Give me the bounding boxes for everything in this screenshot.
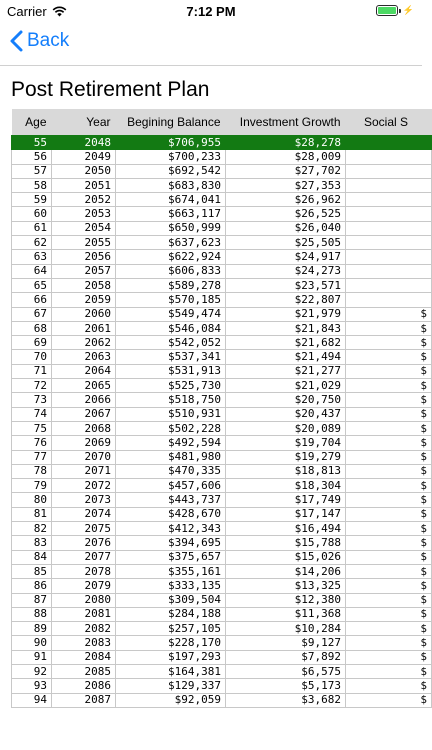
- cell-balance: $663,117: [116, 207, 226, 221]
- cell-growth: $5,173: [226, 679, 346, 693]
- cell-age: 88: [12, 607, 52, 621]
- table-row[interactable]: [12, 336, 432, 350]
- table-header-row: [12, 109, 432, 136]
- cell-balance: $197,293: [116, 650, 226, 664]
- cell-growth: $27,702: [226, 164, 346, 178]
- cell-growth: $10,284: [226, 622, 346, 636]
- cell-social: $: [346, 593, 432, 607]
- cell-growth: $14,206: [226, 564, 346, 578]
- table-row[interactable]: [12, 464, 432, 478]
- table-row[interactable]: [12, 593, 432, 607]
- cell-social: [346, 250, 432, 264]
- table-row[interactable]: [12, 421, 432, 435]
- cell-year: 2048: [52, 136, 116, 150]
- cell-age: 55: [12, 136, 52, 150]
- table-row[interactable]: [12, 307, 432, 321]
- cell-year: 2084: [52, 650, 116, 664]
- table-row[interactable]: [12, 536, 432, 550]
- cell-balance: $333,135: [116, 579, 226, 593]
- cell-year: 2083: [52, 636, 116, 650]
- cell-balance: $542,052: [116, 336, 226, 350]
- cell-year: 2049: [52, 150, 116, 164]
- cell-social: [346, 236, 432, 250]
- cell-age: 83: [12, 536, 52, 550]
- table-row[interactable]: [12, 679, 432, 693]
- cell-growth: $15,026: [226, 550, 346, 564]
- table-row[interactable]: [12, 522, 432, 536]
- cell-social: $: [346, 436, 432, 450]
- table-row[interactable]: [12, 579, 432, 593]
- cell-year: 2052: [52, 193, 116, 207]
- cell-balance: $92,059: [116, 693, 226, 707]
- cell-growth: $6,575: [226, 664, 346, 678]
- cell-growth: $28,009: [226, 150, 346, 164]
- cell-year: 2062: [52, 336, 116, 350]
- table-row[interactable]: [12, 193, 432, 207]
- cell-age: 58: [12, 178, 52, 192]
- table-row[interactable]: [12, 293, 432, 307]
- cell-social: $: [346, 364, 432, 378]
- cell-age: 76: [12, 436, 52, 450]
- cell-year: 2065: [52, 379, 116, 393]
- cell-year: 2074: [52, 507, 116, 521]
- plan-table-container[interactable]: [11, 109, 427, 750]
- cell-balance: $412,343: [116, 522, 226, 536]
- table-row[interactable]: [12, 221, 432, 235]
- cell-social: [346, 178, 432, 192]
- cell-growth: $20,437: [226, 407, 346, 421]
- cell-balance: $531,913: [116, 364, 226, 378]
- cell-year: 2080: [52, 593, 116, 607]
- cell-year: 2059: [52, 293, 116, 307]
- cell-social: [346, 207, 432, 221]
- cell-age: 67: [12, 307, 52, 321]
- cell-growth: $20,750: [226, 393, 346, 407]
- cell-growth: $25,505: [226, 236, 346, 250]
- cell-balance: $546,084: [116, 321, 226, 335]
- cell-age: 60: [12, 207, 52, 221]
- table-row[interactable]: [12, 136, 432, 150]
- cell-social: [346, 264, 432, 278]
- cell-growth: $20,089: [226, 421, 346, 435]
- cell-year: 2064: [52, 364, 116, 378]
- cell-balance: $518,750: [116, 393, 226, 407]
- cell-growth: $15,788: [226, 536, 346, 550]
- cell-growth: $26,525: [226, 207, 346, 221]
- cell-age: 93: [12, 679, 52, 693]
- cell-year: 2072: [52, 479, 116, 493]
- cell-year: 2070: [52, 450, 116, 464]
- cell-balance: $355,161: [116, 564, 226, 578]
- col-header-beginning-balance[interactable]: Begining Balance: [116, 109, 226, 136]
- cell-age: 84: [12, 550, 52, 564]
- cell-social: $: [346, 693, 432, 707]
- cell-balance: $492,594: [116, 436, 226, 450]
- cell-balance: $650,999: [116, 221, 226, 235]
- cell-year: 2050: [52, 164, 116, 178]
- cell-social: [346, 278, 432, 292]
- cell-age: 63: [12, 250, 52, 264]
- cell-social: $: [346, 421, 432, 435]
- cell-balance: $228,170: [116, 636, 226, 650]
- cell-age: 87: [12, 593, 52, 607]
- cell-age: 81: [12, 507, 52, 521]
- cell-balance: $257,105: [116, 622, 226, 636]
- cell-year: 2081: [52, 607, 116, 621]
- cell-age: 62: [12, 236, 52, 250]
- cell-year: 2054: [52, 221, 116, 235]
- cell-growth: $21,277: [226, 364, 346, 378]
- cell-age: 61: [12, 221, 52, 235]
- cell-age: 73: [12, 393, 52, 407]
- cell-age: 71: [12, 364, 52, 378]
- cell-age: 69: [12, 336, 52, 350]
- table-row[interactable]: [12, 650, 432, 664]
- status-time: 7:12 PM: [186, 4, 236, 19]
- cell-social: $: [346, 493, 432, 507]
- cell-growth: $26,962: [226, 193, 346, 207]
- cell-balance: $284,188: [116, 607, 226, 621]
- cell-social: $: [346, 679, 432, 693]
- cell-growth: $18,813: [226, 464, 346, 478]
- cell-social: $: [346, 321, 432, 335]
- cell-balance: $706,955: [116, 136, 226, 150]
- cell-age: 74: [12, 407, 52, 421]
- col-header-social-security[interactable]: Social S: [346, 109, 432, 136]
- cell-social: $: [346, 636, 432, 650]
- table-row[interactable]: [12, 407, 432, 421]
- cell-social: $: [346, 664, 432, 678]
- col-header-age[interactable]: Age: [12, 109, 52, 136]
- cell-age: 91: [12, 650, 52, 664]
- cell-balance: $428,670: [116, 507, 226, 521]
- table-row[interactable]: [12, 207, 432, 221]
- table-row[interactable]: [12, 693, 432, 707]
- cell-age: 77: [12, 450, 52, 464]
- cell-age: 75: [12, 421, 52, 435]
- carrier-label: Carrier: [7, 4, 47, 19]
- cell-year: 2051: [52, 178, 116, 192]
- cell-age: 79: [12, 479, 52, 493]
- cell-balance: $457,606: [116, 479, 226, 493]
- cell-balance: $692,542: [116, 164, 226, 178]
- cell-age: 94: [12, 693, 52, 707]
- cell-growth: $21,979: [226, 307, 346, 321]
- cell-balance: $606,833: [116, 264, 226, 278]
- cell-age: 90: [12, 636, 52, 650]
- cell-social: $: [346, 479, 432, 493]
- cell-social: $: [346, 393, 432, 407]
- cell-growth: $19,704: [226, 436, 346, 450]
- cell-balance: $637,623: [116, 236, 226, 250]
- table-row[interactable]: [12, 607, 432, 621]
- table-row[interactable]: [12, 664, 432, 678]
- table-row[interactable]: [12, 436, 432, 450]
- cell-social: [346, 293, 432, 307]
- cell-year: 2079: [52, 579, 116, 593]
- cell-balance: $309,504: [116, 593, 226, 607]
- cell-balance: $683,830: [116, 178, 226, 192]
- cell-year: 2076: [52, 536, 116, 550]
- cell-balance: $549,474: [116, 307, 226, 321]
- cell-growth: $17,147: [226, 507, 346, 521]
- cell-year: 2057: [52, 264, 116, 278]
- table-row[interactable]: [12, 450, 432, 464]
- cell-social: $: [346, 379, 432, 393]
- cell-balance: $510,931: [116, 407, 226, 421]
- cell-social: [346, 136, 432, 150]
- cell-growth: $26,040: [226, 221, 346, 235]
- table-row[interactable]: [12, 150, 432, 164]
- cell-year: 2053: [52, 207, 116, 221]
- cell-year: 2075: [52, 522, 116, 536]
- status-bar: [0, 0, 422, 22]
- cell-social: $: [346, 550, 432, 564]
- cell-balance: $470,335: [116, 464, 226, 478]
- cell-social: $: [346, 507, 432, 521]
- cell-social: $: [346, 307, 432, 321]
- table-row[interactable]: [12, 321, 432, 335]
- table-row[interactable]: [12, 636, 432, 650]
- cell-year: 2082: [52, 622, 116, 636]
- cell-balance: $537,341: [116, 350, 226, 364]
- table-row[interactable]: [12, 178, 432, 192]
- cell-growth: $16,494: [226, 522, 346, 536]
- table-row[interactable]: [12, 264, 432, 278]
- navigation-bar: [0, 22, 422, 66]
- cell-year: 2077: [52, 550, 116, 564]
- cell-year: 2055: [52, 236, 116, 250]
- cell-age: 86: [12, 579, 52, 593]
- cell-social: [346, 164, 432, 178]
- table-row[interactable]: [12, 278, 432, 292]
- plan-table: [11, 109, 432, 708]
- cell-balance: $394,695: [116, 536, 226, 550]
- cell-year: 2085: [52, 664, 116, 678]
- cell-year: 2058: [52, 278, 116, 292]
- cell-balance: $525,730: [116, 379, 226, 393]
- table-row[interactable]: [12, 164, 432, 178]
- cell-growth: $28,278: [226, 136, 346, 150]
- table-body: [12, 136, 432, 708]
- table-row[interactable]: [12, 507, 432, 521]
- table-row[interactable]: [12, 236, 432, 250]
- cell-social: $: [346, 536, 432, 550]
- cell-social: $: [346, 350, 432, 364]
- cell-age: 92: [12, 664, 52, 678]
- cell-balance: $481,980: [116, 450, 226, 464]
- cell-year: 2071: [52, 464, 116, 478]
- cell-social: $: [346, 464, 432, 478]
- cell-age: 66: [12, 293, 52, 307]
- col-header-investment-growth[interactable]: Investment Growth: [226, 109, 346, 136]
- cell-age: 56: [12, 150, 52, 164]
- cell-growth: $24,917: [226, 250, 346, 264]
- cell-growth: $21,494: [226, 350, 346, 364]
- cell-balance: $700,233: [116, 150, 226, 164]
- cell-social: $: [346, 622, 432, 636]
- cell-social: $: [346, 336, 432, 350]
- cell-social: $: [346, 407, 432, 421]
- cell-balance: $589,278: [116, 278, 226, 292]
- cell-growth: $27,353: [226, 178, 346, 192]
- cell-year: 2086: [52, 679, 116, 693]
- cell-balance: $502,228: [116, 421, 226, 435]
- cell-growth: $22,807: [226, 293, 346, 307]
- battery-indicator: [376, 5, 414, 16]
- cell-growth: $11,368: [226, 607, 346, 621]
- cell-year: 2073: [52, 493, 116, 507]
- page-title: Post Retirement Plan: [11, 78, 210, 101]
- cell-year: 2087: [52, 693, 116, 707]
- battery-icon: [376, 5, 398, 16]
- table-row[interactable]: [12, 622, 432, 636]
- cell-year: 2069: [52, 436, 116, 450]
- cell-social: $: [346, 522, 432, 536]
- cell-age: 68: [12, 321, 52, 335]
- cell-balance: $375,657: [116, 550, 226, 564]
- table-row[interactable]: [12, 564, 432, 578]
- cell-social: [346, 150, 432, 164]
- table-row[interactable]: [12, 493, 432, 507]
- cell-social: $: [346, 564, 432, 578]
- cell-growth: $19,279: [226, 450, 346, 464]
- cell-year: 2078: [52, 564, 116, 578]
- cell-balance: $443,737: [116, 493, 226, 507]
- cell-balance: $570,185: [116, 293, 226, 307]
- cell-year: 2066: [52, 393, 116, 407]
- cell-growth: $9,127: [226, 636, 346, 650]
- cell-year: 2060: [52, 307, 116, 321]
- cell-balance: $674,041: [116, 193, 226, 207]
- cell-balance: $622,924: [116, 250, 226, 264]
- cell-growth: $3,682: [226, 693, 346, 707]
- back-label: Back: [27, 30, 70, 51]
- col-header-year[interactable]: Year: [52, 109, 116, 136]
- chevron-left-icon: [10, 30, 23, 52]
- cell-growth: $7,892: [226, 650, 346, 664]
- cell-growth: $21,029: [226, 379, 346, 393]
- cell-year: 2056: [52, 250, 116, 264]
- cell-age: 64: [12, 264, 52, 278]
- cell-age: 70: [12, 350, 52, 364]
- table-row[interactable]: [12, 350, 432, 364]
- cell-year: 2068: [52, 421, 116, 435]
- cell-growth: $21,682: [226, 336, 346, 350]
- cell-growth: $18,304: [226, 479, 346, 493]
- table-row[interactable]: [12, 479, 432, 493]
- table-row[interactable]: [12, 379, 432, 393]
- cell-age: 72: [12, 379, 52, 393]
- cell-balance: $129,337: [116, 679, 226, 693]
- back-button[interactable]: [10, 30, 69, 52]
- cell-age: 82: [12, 522, 52, 536]
- cell-social: $: [346, 607, 432, 621]
- cell-social: $: [346, 650, 432, 664]
- cell-growth: $17,749: [226, 493, 346, 507]
- cell-age: 59: [12, 193, 52, 207]
- cell-balance: $164,381: [116, 664, 226, 678]
- cell-age: 85: [12, 564, 52, 578]
- cell-social: [346, 193, 432, 207]
- cell-social: [346, 221, 432, 235]
- cell-age: 57: [12, 164, 52, 178]
- table-row[interactable]: [12, 550, 432, 564]
- charging-bolt-icon: ⚡: [402, 5, 414, 15]
- table-row[interactable]: [12, 250, 432, 264]
- cell-year: 2061: [52, 321, 116, 335]
- cell-growth: $23,571: [226, 278, 346, 292]
- cell-social: $: [346, 579, 432, 593]
- cell-growth: $12,380: [226, 593, 346, 607]
- cell-age: 89: [12, 622, 52, 636]
- table-row[interactable]: [12, 393, 432, 407]
- table-row[interactable]: [12, 364, 432, 378]
- cell-year: 2063: [52, 350, 116, 364]
- cell-growth: $13,325: [226, 579, 346, 593]
- cell-growth: $24,273: [226, 264, 346, 278]
- cell-age: 78: [12, 464, 52, 478]
- cell-year: 2067: [52, 407, 116, 421]
- cell-growth: $21,843: [226, 321, 346, 335]
- cell-social: $: [346, 450, 432, 464]
- cell-age: 80: [12, 493, 52, 507]
- cell-age: 65: [12, 278, 52, 292]
